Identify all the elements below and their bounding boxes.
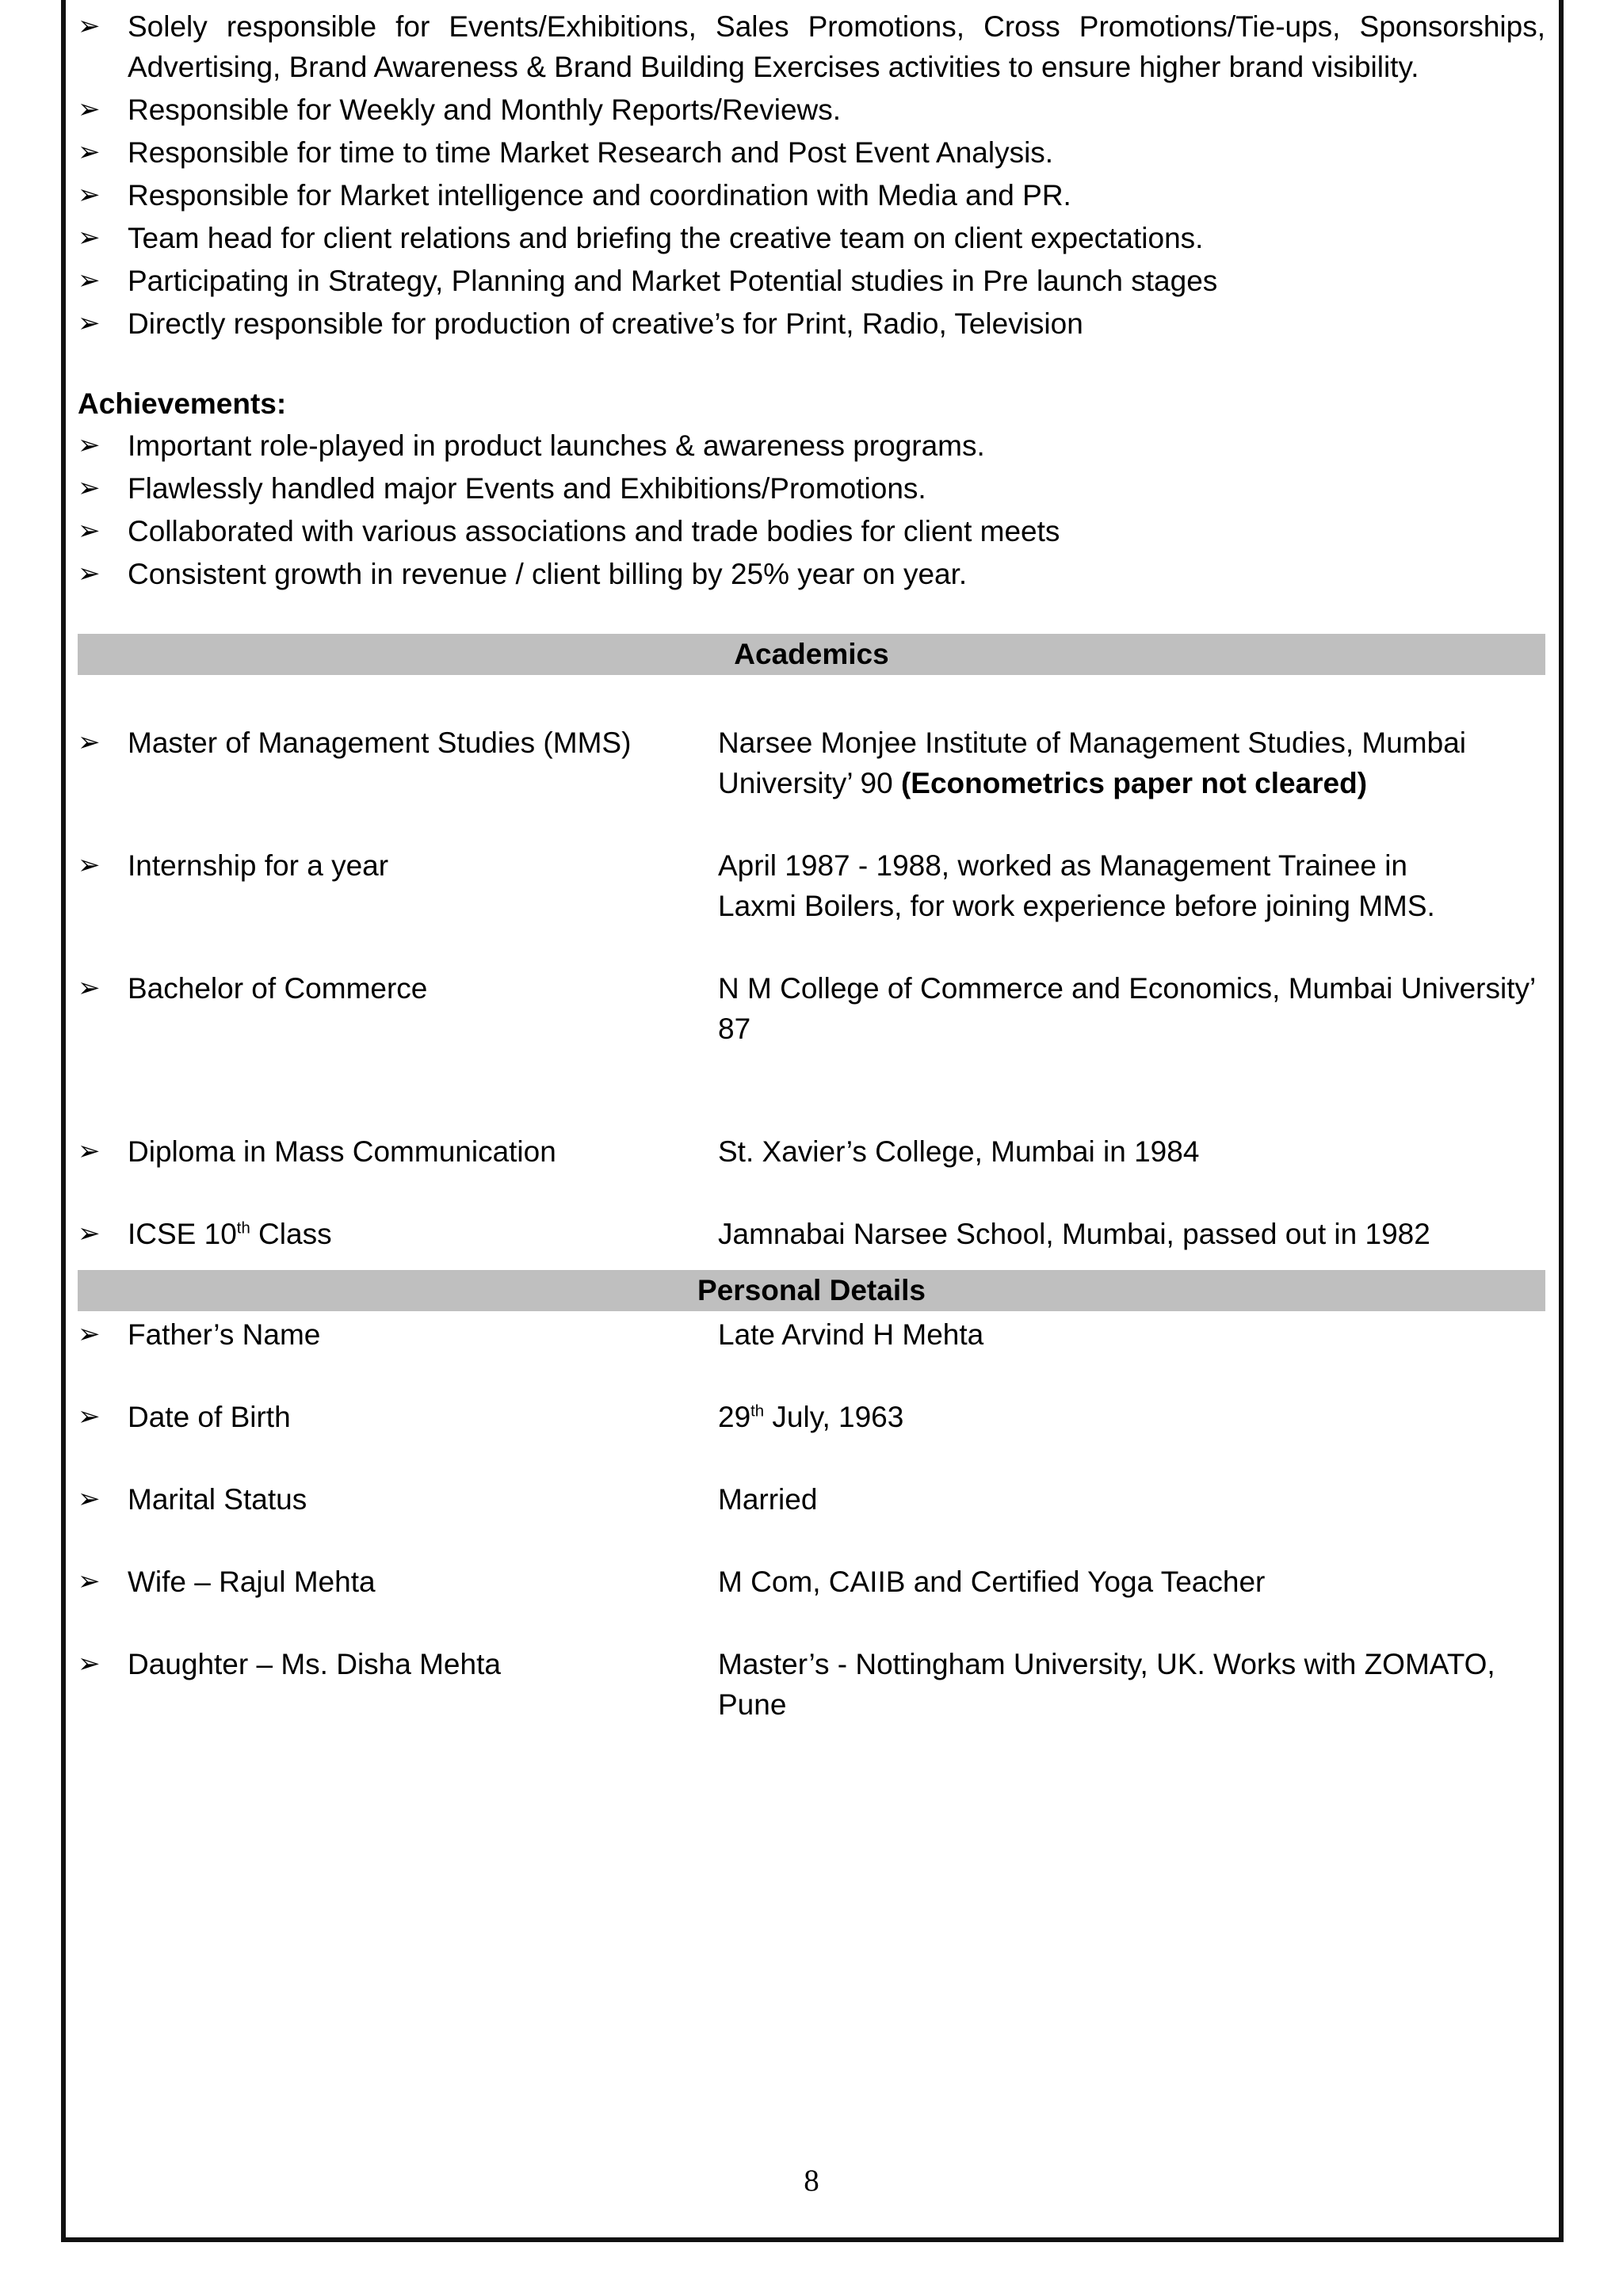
arrow-bullet-icon: ➢ — [78, 179, 101, 211]
detail-value: 29th July, 1963 — [718, 1401, 904, 1433]
arrow-bullet-icon: ➢ — [78, 472, 101, 504]
achievements-heading: Achievements: — [78, 387, 287, 420]
arrow-bullet-icon: ➢ — [78, 849, 101, 881]
arrow-bullet-icon: ➢ — [78, 1135, 101, 1167]
list-item: ➢ Responsible for Market intelligence and coordination with Media and PR. — [78, 175, 1545, 215]
academics-section-header: Academics — [78, 634, 1545, 675]
academics-row-mms — [78, 723, 1545, 803]
arrow-bullet-icon: ➢ — [78, 1401, 101, 1432]
degree-label: ICSE 10th Class — [128, 1218, 332, 1250]
arrow-bullet-icon: ➢ — [78, 93, 101, 125]
detail-label: Daughter – Ms. Disha Mehta — [128, 1648, 501, 1680]
page-number: 8 — [804, 2164, 819, 2198]
detail-label: Wife – Rajul Mehta — [128, 1566, 376, 1598]
detail-label: Father’s Name — [128, 1318, 321, 1351]
list-item: ➢ Responsible for Weekly and Monthly Reports/Reviews. — [78, 90, 1545, 130]
detail-value: Master’s - Nottingham University, UK. Works with ZOMATO, Pune — [718, 1648, 1495, 1721]
arrow-bullet-icon: ➢ — [78, 972, 101, 1004]
personal-row-daughter — [78, 1644, 1545, 1725]
personal-row-marital — [78, 1479, 1545, 1520]
list-item: ➢ Responsible for time to time Market Research and Post Event Analysis. — [78, 132, 1545, 173]
arrow-bullet-icon: ➢ — [78, 1483, 101, 1515]
academics-row-bcom — [78, 968, 1545, 1049]
personal-row-father — [78, 1314, 1545, 1355]
personal-row-dob — [78, 1397, 1545, 1437]
degree-label: Diploma in Mass Communication — [128, 1135, 556, 1168]
arrow-bullet-icon: ➢ — [78, 222, 101, 254]
resume-page-content — [78, 6, 1545, 1725]
academics-row-diploma — [78, 1131, 1545, 1172]
arrow-bullet-icon: ➢ — [78, 429, 101, 461]
detail-value: M Com, CAIIB and Certified Yoga Teacher — [718, 1566, 1266, 1598]
degree-value: N M College of Commerce and Economics, Mumbai University’ 87 — [718, 972, 1535, 1045]
arrow-bullet-icon: ➢ — [78, 558, 101, 589]
arrow-bullet-icon: ➢ — [78, 1218, 101, 1249]
list-item: ➢ Directly responsible for production of creative’s for Print, Radio, Television — [78, 303, 1545, 344]
responsibilities-list — [78, 6, 1545, 344]
arrow-bullet-icon: ➢ — [78, 307, 101, 339]
list-item: ➢ Solely responsible for Events/Exhibitions, Sales Promotions, Cross Promotions/Tie-ups, Sponsorships, Advertising, Brand Awareness & Brand Building Exercises activities to ensure higher brand visibility. — [78, 6, 1545, 87]
detail-value: Married — [718, 1483, 818, 1516]
personal-details-section-header: Personal Details — [78, 1270, 1545, 1311]
personal-row-wife — [78, 1562, 1545, 1602]
arrow-bullet-icon: ➢ — [78, 1648, 101, 1680]
detail-label: Date of Birth — [128, 1401, 291, 1433]
arrow-bullet-icon: ➢ — [78, 515, 101, 547]
list-item: ➢ Consistent growth in revenue / client billing by 25% year on year. — [78, 554, 1545, 594]
arrow-bullet-icon: ➢ — [78, 136, 101, 168]
list-item: ➢ Important role-played in product launches & awareness programs. — [78, 425, 1545, 466]
list-item: ➢ Participating in Strategy, Planning and Market Potential studies in Pre launch stages — [78, 261, 1545, 301]
degree-value: Jamnabai Narsee School, Mumbai, passed out in 1982 — [718, 1218, 1430, 1250]
list-item: ➢ Team head for client relations and briefing the creative team on client expectations. — [78, 218, 1545, 258]
arrow-bullet-icon: ➢ — [78, 1566, 101, 1597]
degree-label: Master of Management Studies (MMS) — [128, 727, 632, 759]
degree-value: April 1987 - 1988, worked as Management Trainee in Laxmi Boilers, for work experience before joining MMS. — [718, 849, 1435, 922]
achievements-list — [78, 425, 1545, 594]
degree-value: St. Xavier’s College, Mumbai in 1984 — [718, 1135, 1200, 1168]
list-item: ➢ Flawlessly handled major Events and Exhibitions/Promotions. — [78, 468, 1545, 509]
degree-value: Narsee Monjee Institute of Management Studies, Mumbai University’ 90 (Econometrics paper not cleared) — [718, 727, 1466, 799]
detail-label: Marital Status — [128, 1483, 307, 1516]
degree-label: Bachelor of Commerce — [128, 972, 428, 1005]
arrow-bullet-icon: ➢ — [78, 265, 101, 296]
academics-row-internship — [78, 845, 1545, 926]
arrow-bullet-icon: ➢ — [78, 1318, 101, 1350]
list-item: ➢ Collaborated with various associations and trade bodies for client meets — [78, 511, 1545, 551]
degree-label: Internship for a year — [128, 849, 389, 882]
detail-value: Late Arvind H Mehta — [718, 1318, 984, 1351]
academics-row-icse — [78, 1214, 1545, 1254]
arrow-bullet-icon: ➢ — [78, 727, 101, 758]
arrow-bullet-icon: ➢ — [78, 10, 101, 42]
